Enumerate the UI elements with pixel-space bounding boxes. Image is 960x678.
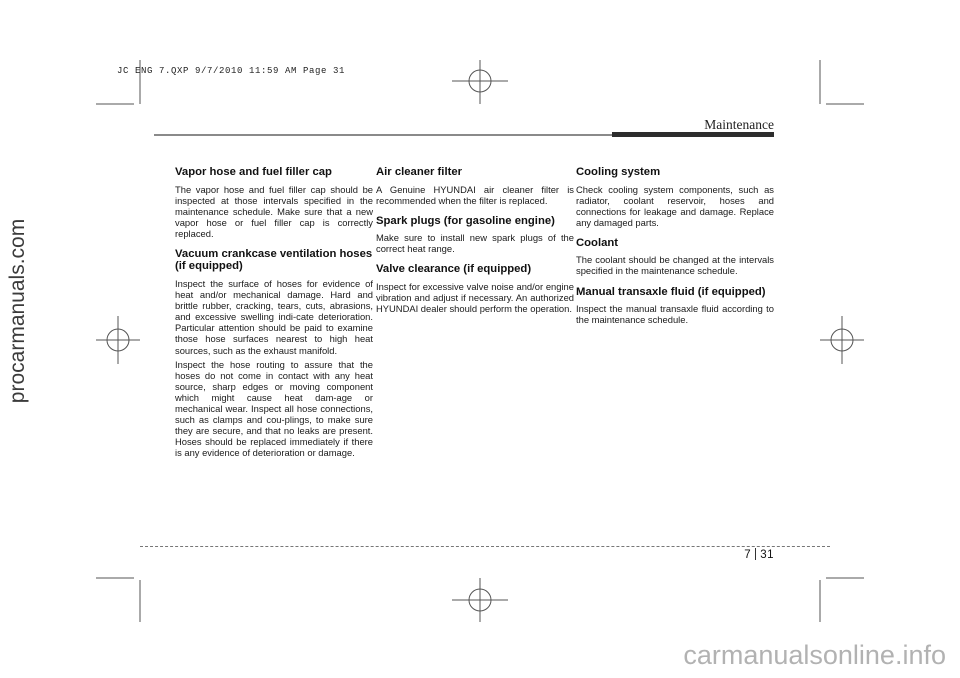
- footer-dashed-rule: [140, 546, 830, 547]
- section-spark-plugs: [376, 215, 574, 255]
- column-2: [376, 166, 574, 323]
- section-coolant: [576, 237, 774, 277]
- header-rule-accent: [612, 132, 774, 137]
- registration-target-bottom: [452, 578, 508, 622]
- section-valve-clearance: [376, 263, 574, 314]
- paragraph: Inspect for excessive valve noise and/or engine vibration and adjust if necessary. An authorized HYUNDAI dealer should perform the operation.: [376, 280, 574, 315]
- header-rule: [154, 134, 612, 136]
- section-crankcase-ventilation: [175, 248, 373, 459]
- heading-manual-transaxle: Manual transaxle fluid (if equipped): [576, 285, 766, 298]
- column-1: [175, 166, 373, 467]
- registration-target-left: [96, 316, 140, 364]
- paragraph: Inspect the hose routing to assure that the hoses do not come in contact with any heat source, sharp edges or moving component which might cause heat dam-age or mechanical wear. Inspect all hose connections, such as clamps and cou-plings, to make sure they are secure, and that no leaks are present. Hoses should be replaced immediately if there is any evidence of deterioration or damage.: [175, 358, 373, 459]
- paragraph: Make sure to install new spark plugs of the correct heat range.: [376, 232, 574, 255]
- heading-valve-clearance: Valve clearance (if equipped): [376, 263, 532, 276]
- heading-air-cleaner: Air cleaner filter: [376, 166, 463, 178]
- section-manual-transaxle: [576, 286, 774, 326]
- registration-target-top: [452, 60, 508, 104]
- paragraph: The vapor hose and fuel filler cap should be inspected at those intervals specified in the maintenance schedule. Make sure that a new vapor hose or fuel filler cap is correctly replaced.: [175, 183, 373, 239]
- watermark-bottom: carmanualsonline.info: [683, 640, 946, 670]
- paragraph: Check cooling system components, such as radiator, coolant reservoir, hoses and connections for leakage and damage. Replace any damaged parts.: [576, 183, 774, 228]
- section-vapor-hose: [175, 166, 373, 239]
- paragraph: Inspect the surface of hoses for evidence of heat and/or mechanical damage. Hard and brittle rubber, cracking, tears, cuts, abrasions, and excessive swelling indi-cate deterioration. Particular attention should be paid to examine those hose surfaces nearest to high heat sources, such as the exhaust manifold.: [175, 277, 373, 356]
- heading-vapor-hose: Vapor hose and fuel filler cap: [175, 166, 332, 178]
- paragraph: The coolant should be changed at the intervals specified in the maintenance schedule.: [576, 254, 774, 277]
- paragraph: Inspect the manual transaxle fluid according to the maintenance schedule.: [576, 303, 774, 326]
- print-slug: JC ENG 7.QXP 9/7/2010 11:59 AM Page 31: [117, 66, 346, 76]
- section-cooling-system: [576, 166, 774, 228]
- chapter-number: 7: [744, 549, 752, 561]
- watermark-left: procarmanuals.com: [6, 218, 29, 404]
- heading-spark-plugs: Spark plugs (for gasoline engine): [376, 214, 555, 227]
- page-number: [744, 548, 774, 561]
- heading-crankcase-ventilation: Vacuum crankcase ventilation hoses (if equipped): [175, 247, 373, 273]
- registration-target-right: [820, 316, 864, 364]
- page-number-separator: [755, 548, 756, 560]
- heading-coolant: Coolant: [576, 236, 619, 249]
- section-title: Maintenance: [704, 117, 774, 132]
- page-number-value: 31: [760, 549, 774, 561]
- paragraph: A Genuine HYUNDAI air cleaner filter is recommended when the filter is replaced.: [376, 183, 574, 206]
- column-3: [576, 166, 774, 334]
- heading-cooling-system: Cooling system: [576, 166, 661, 178]
- section-air-cleaner: [376, 166, 574, 206]
